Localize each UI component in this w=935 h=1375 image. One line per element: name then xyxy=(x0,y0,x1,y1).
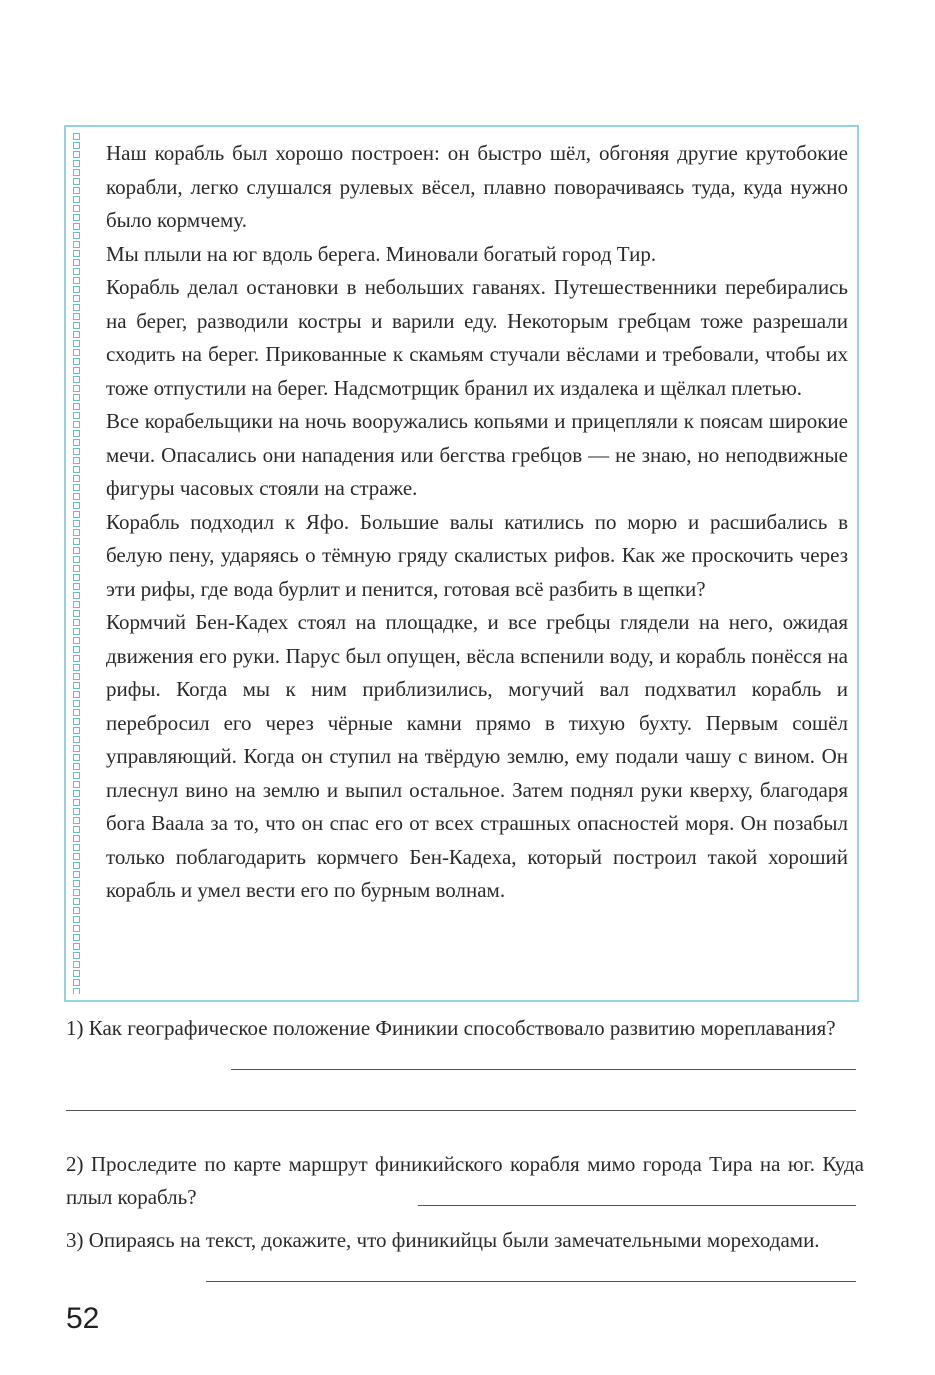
decorative-square xyxy=(73,826,80,833)
decorative-square xyxy=(73,799,80,806)
decorative-square xyxy=(73,205,80,212)
decorative-square xyxy=(73,286,80,293)
decorative-square xyxy=(73,718,80,725)
decorative-square xyxy=(73,358,80,365)
decorative-square xyxy=(73,610,80,617)
decorative-square xyxy=(73,331,80,338)
answer-line-2[interactable] xyxy=(418,1205,856,1206)
decorative-square xyxy=(73,367,80,374)
decorative-square xyxy=(73,754,80,761)
decorative-square xyxy=(73,907,80,914)
decorative-square xyxy=(73,466,80,473)
decorative-square xyxy=(73,547,80,554)
decorative-square xyxy=(73,961,80,968)
question-1 xyxy=(66,1012,864,1078)
decorative-square xyxy=(73,844,80,851)
decorative-square xyxy=(73,151,80,158)
decorative-square xyxy=(73,430,80,437)
question-3 xyxy=(66,1224,864,1290)
page-number: 52 xyxy=(66,1302,100,1335)
decorative-square xyxy=(73,223,80,230)
decorative-square xyxy=(73,772,80,779)
decorative-square xyxy=(73,619,80,626)
decorative-square xyxy=(73,421,80,428)
decorative-square xyxy=(73,196,80,203)
question-2-text: 2) Проследите по карте маршрут финикийского корабля мимо города Тира на юг. Куда плыл корабль? xyxy=(66,1152,864,1209)
decorative-square xyxy=(73,763,80,770)
answer-line-3[interactable] xyxy=(206,1281,856,1282)
decorative-square xyxy=(73,637,80,644)
decorative-square xyxy=(73,178,80,185)
decorative-square xyxy=(73,835,80,842)
decorative-square xyxy=(73,583,80,590)
decorative-square xyxy=(73,898,80,905)
reading-passage-box xyxy=(64,125,859,1002)
decorative-square xyxy=(73,556,80,563)
decorative-square xyxy=(73,538,80,545)
decorative-square xyxy=(73,385,80,392)
question-1-text: 1) Как географическое положение Финикии способствовало развитию мореплавания? xyxy=(66,1016,836,1040)
question-2 xyxy=(66,1148,864,1224)
decorative-square xyxy=(73,727,80,734)
answer-line-1a[interactable] xyxy=(231,1069,856,1070)
decorative-square xyxy=(73,313,80,320)
decorative-square xyxy=(73,790,80,797)
decorative-square xyxy=(73,304,80,311)
decorative-square xyxy=(73,664,80,671)
decorative-square xyxy=(73,988,80,994)
decorative-square xyxy=(73,295,80,302)
decorative-square xyxy=(73,970,80,977)
decorative-square xyxy=(73,691,80,698)
decorative-square xyxy=(73,889,80,896)
decorative-square xyxy=(73,502,80,509)
decorative-square xyxy=(73,268,80,275)
decorative-square xyxy=(73,646,80,653)
decorative-square xyxy=(73,376,80,383)
decorative-square xyxy=(73,601,80,608)
decorative-square xyxy=(73,448,80,455)
decorative-square xyxy=(73,322,80,329)
decorative-square xyxy=(73,133,80,140)
decorative-square xyxy=(73,412,80,419)
decorative-square xyxy=(73,484,80,491)
decorative-square xyxy=(73,160,80,167)
decorative-square xyxy=(73,943,80,950)
decorative-square xyxy=(73,736,80,743)
decorative-square xyxy=(73,916,80,923)
decorative-square xyxy=(73,349,80,356)
decorative-square xyxy=(73,934,80,941)
decorative-square xyxy=(73,592,80,599)
decorative-square xyxy=(73,880,80,887)
decorative-square xyxy=(73,979,80,986)
decorative-square xyxy=(73,250,80,257)
decorative-square xyxy=(73,520,80,527)
reading-passage xyxy=(106,137,848,908)
decorative-square xyxy=(73,493,80,500)
answer-line-1b[interactable] xyxy=(66,1110,856,1111)
passage-paragraph-3: Корабль делал остановки в небольших гаванях. Путешественники перебирались на берег, разводили костры и варили еду. Некоторым гребцам тоже разрешали сходить на берег. Прикованные к скамьям стучали вёслами и требовали, чтобы их тоже отпустили на берег. Надсмотрщик бранил их издалека и щёлкал плетью. xyxy=(106,275,848,400)
passage-paragraph-2: Мы плыли на юг вдоль берега. Миновали богатый город Тир. xyxy=(106,241,657,266)
decorative-square xyxy=(73,574,80,581)
decorative-square xyxy=(73,745,80,752)
passage-paragraph-6: Кормчий Бен-Кадех стоял на площадке, и все гребцы глядели на него, ожидая движения его руки. Парус был опущен, вёсла вспенили воду, и корабль понёсся на рифы. Когда мы к ним приблизились, могучий вал подхватил корабль и перебросил его через чёрные камни прямо в тихую бухту. Первым сошёл управляющий. Когда он ступил на твёрдую землю, ему подали чашу с вином. Он плеснул вино на землю и выпил остальное. Затем поднял руки кверху, благодаря бога Ваала за то, что он спас его от всех страшных опасностей моря. Он позабыл только поблагодарить кормчего Бен-Кадеха, который построил такой хороший корабль и умел вести его по бурным волнам. xyxy=(106,610,848,902)
passage-paragraph-5: Корабль подходил к Яфо. Большие валы катились по морю и расшибались в белую пену, ударяясь о тёмную гряду скалистых рифов. Как же проскочить через эти рифы, где вода бурлит и пенится, готовая всё разбить в щепки? xyxy=(106,509,848,601)
decorative-square xyxy=(73,187,80,194)
decorative-square xyxy=(73,682,80,689)
decorative-square xyxy=(73,709,80,716)
decorative-square xyxy=(73,628,80,635)
decorative-square xyxy=(73,673,80,680)
decorative-square xyxy=(73,439,80,446)
question-3-text: 3) Опираясь на текст, докажите, что финикийцы были замечательными мореходами. xyxy=(66,1228,820,1252)
decorative-square xyxy=(73,808,80,815)
decorative-square xyxy=(73,700,80,707)
decorative-square xyxy=(73,817,80,824)
decorative-square xyxy=(73,871,80,878)
decorative-square xyxy=(73,169,80,176)
decorative-square xyxy=(73,142,80,149)
passage-paragraph-1: Наш корабль был хорошо построен: он быстро шёл, обгоняя другие крутобокие корабли, легко слушался рулевых вёсел, плавно поворачиваясь туда, куда нужно было кормчему. xyxy=(106,141,848,232)
decorative-square xyxy=(73,403,80,410)
decorative-square xyxy=(73,232,80,239)
decorative-square xyxy=(73,565,80,572)
decorative-square xyxy=(73,952,80,959)
decorative-square xyxy=(73,340,80,347)
decorative-square xyxy=(73,511,80,518)
decorative-square-border xyxy=(73,133,85,994)
decorative-square xyxy=(73,529,80,536)
decorative-square xyxy=(73,457,80,464)
decorative-square xyxy=(73,394,80,401)
decorative-square xyxy=(73,277,80,284)
decorative-square xyxy=(73,241,80,248)
decorative-square xyxy=(73,214,80,221)
passage-paragraph-4: Все корабельщики на ночь вооружались копьями и прицепляли к поясам широкие мечи. Опасались они нападения или бегства гребцов — не знаю, но неподвижные фигуры часовых стояли на страже. xyxy=(106,409,848,500)
questions-section xyxy=(66,1012,864,1290)
decorative-square xyxy=(73,259,80,266)
decorative-square xyxy=(73,925,80,932)
decorative-square xyxy=(73,655,80,662)
decorative-square xyxy=(73,853,80,860)
decorative-square xyxy=(73,475,80,482)
decorative-square xyxy=(73,781,80,788)
decorative-square xyxy=(73,862,80,869)
